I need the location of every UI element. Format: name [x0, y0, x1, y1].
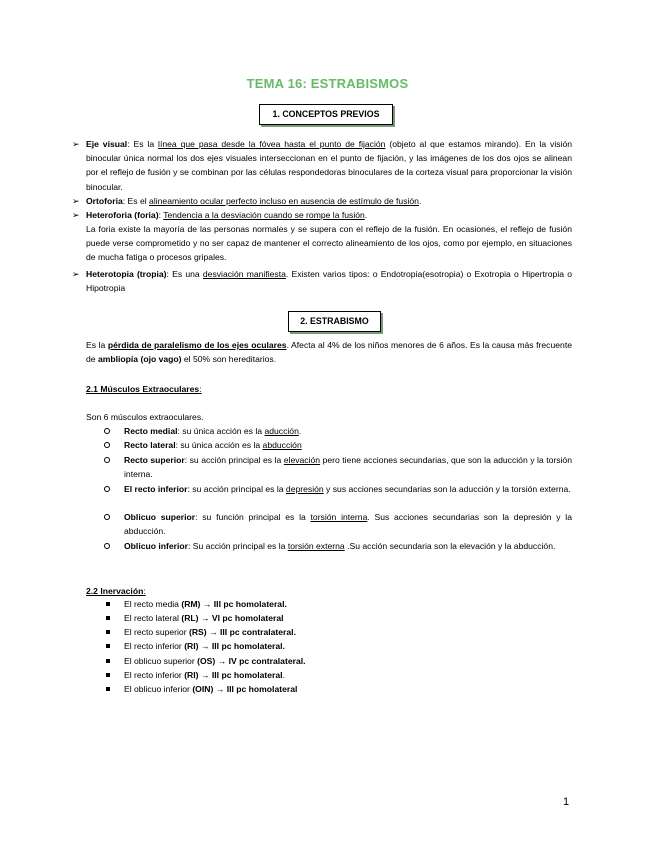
circle-bullet-icon — [104, 514, 110, 520]
term: Heterotopia (tropia) — [86, 269, 167, 279]
square-bullet-icon — [106, 673, 110, 677]
list-item: Recto medial: su única acción es la aducción. — [124, 424, 572, 438]
list-item: El recto inferior (RI) → III pc homolateral. — [124, 639, 285, 653]
muscle-term: Oblicuo superior — [124, 512, 196, 522]
arrow-right-icon: → — [198, 641, 212, 651]
square-bullet-icon — [106, 602, 110, 606]
arrow-bullet-icon: ➢ — [72, 139, 80, 149]
list-item: Oblicuo inferior: Su acción principal es la torsión externa .Su acción secundaria son la elevación y la abducción. — [124, 539, 572, 553]
square-bullet-icon — [106, 616, 110, 620]
nerve-label: VI pc homolateral — [211, 613, 284, 623]
nerve-label: III pc homolateral — [211, 670, 283, 680]
list-item: El oblicuo superior (OS) → IV pc contralateral. — [124, 654, 306, 668]
arrow-bullet-icon: ➢ — [72, 210, 80, 220]
term: Ortoforia — [86, 196, 123, 206]
arrow-right-icon: → — [215, 656, 229, 666]
term: Heteroforia (foria) — [86, 210, 159, 220]
list-item: El recto superior (RS) → III pc contralateral. — [124, 625, 296, 639]
heteroforia-paragraph: La foria existe la mayoría de las personas normales y se supera con el reflejo de la fusión. En ocasiones, el reflejo de fusión puede verse comprometido y no ser capaz de mantener el correcto alineamiento de los ojos, como por ejemplo, en situaciones de mucha fatiga o procesos gripales. — [86, 224, 572, 263]
muscle-abbr: (OS) — [197, 656, 216, 666]
term: Eje visual — [86, 139, 128, 149]
muscle-abbr: (OIN) — [192, 684, 214, 694]
muscle-abbr: (RS) — [188, 627, 207, 637]
arrow-right-icon: → — [213, 684, 227, 694]
square-bullet-icon — [106, 687, 110, 691]
arrow-right-icon: → — [206, 627, 221, 637]
musculos-lead: Son 6 músculos extraoculares. — [86, 412, 204, 422]
list-item: El recto lateral (RL) → VI pc homolateral — [124, 611, 284, 625]
page-number: 1 — [563, 796, 570, 808]
nerve-label: III pc homolateral. — [211, 641, 285, 651]
bullet-heteroforia: ➢ Heteroforia (foria): Tendencia a la desviación cuando se rompe la fusión. — [86, 208, 572, 222]
circle-bullet-icon — [104, 457, 110, 463]
page-title: TEMA 16: ESTRABISMOS — [246, 76, 409, 91]
list-item: Recto superior: su acción principal es la elevación pero tiene acciones secundarias, que son la aducción y la torsión interna. — [124, 453, 572, 481]
bullet-heterotopia: ➢ Heterotopia (tropia): Es una desviación manifiesta. Existen varios tipos: o Endotropia(esotropia) o Exotropia o Hipertropia o Hipotropia — [72, 269, 573, 294]
square-bullet-icon — [106, 630, 110, 634]
subheading-inervacion: 2.2 Inervación: — [86, 586, 146, 596]
muscle-abbr: (RM) — [181, 599, 201, 609]
muscle-term: Recto lateral — [124, 440, 176, 450]
subheading-musculos: 2.1 Músculos Extraoculares: — [86, 384, 202, 394]
bullet-eje-visual: ➢ Eje visual: Es la línea que pasa desde la fóvea hasta el punto de fijación (objeto al que estamos mirando). En la visión binocular única normal los dos ejes visuales interseccionan en el punto de fijación, y las imágenes de los dos ojos se alinean por el reflejo de fusión y se combinan por las células respondedoras binoculares de la corteza visual para proporcionar la visión binocular. — [72, 139, 573, 192]
list-item: El recto inferior (RI) → III pc homolateral. — [124, 668, 285, 682]
arrow-right-icon: → — [198, 670, 212, 680]
nerve-label: IV pc contralateral. — [228, 656, 306, 666]
muscle-abbr: (RI) — [184, 670, 199, 680]
arrow-right-icon: → — [200, 599, 214, 609]
circle-bullet-icon — [104, 486, 110, 492]
list-item: Recto lateral: su única acción es la abducción — [124, 438, 572, 452]
list-item: El recto media (RM) → III pc homolateral. — [124, 597, 287, 611]
bullet-ortoforia: ➢ Ortoforia: Es el alineamiento ocular perfecto incluso en ausencia de estímulo de fusión. — [86, 194, 572, 208]
square-bullet-icon — [106, 659, 110, 663]
estrabismo-intro: Es la pérdida de paralelismo de los ejes oculares. Afecta al 4% de los niños menores de 6 años. Es la causa más frecuente de ambliopía (ojo vago) el 50% son hereditarios. — [86, 340, 572, 365]
nerve-label: III pc homolateral — [226, 684, 298, 694]
muscle-abbr: (RL) — [181, 613, 199, 623]
muscle-term: Recto superior — [124, 455, 185, 465]
list-item: El recto inferior: su acción principal es la depresión y sus acciones secundarias son la aducción y la torsión externa. — [124, 482, 572, 496]
section-heading-conceptos-previos: 1. CONCEPTOS PREVIOS — [259, 104, 393, 125]
arrow-right-icon: → — [198, 613, 212, 623]
circle-bullet-icon — [104, 428, 110, 434]
circle-bullet-icon — [104, 442, 110, 448]
list-item: Oblicuo superior: su función principal es la torsión interna. Sus acciones secundarias son la depresión y la abducción. — [124, 510, 572, 538]
section-heading-estrabismo: 2. ESTRABISMO — [288, 311, 381, 332]
list-item: El oblicuo inferior (OIN) → III pc homolateral — [124, 682, 297, 696]
muscle-term: Oblicuo inferior — [124, 541, 188, 551]
square-bullet-icon — [106, 644, 110, 648]
nerve-label: III pc contralateral. — [220, 627, 296, 637]
nerve-label: III pc homolateral. — [213, 599, 287, 609]
muscle-abbr: (RI) — [184, 641, 199, 651]
circle-bullet-icon — [104, 543, 110, 549]
arrow-bullet-icon: ➢ — [72, 269, 80, 279]
muscle-term: Recto medial — [124, 426, 178, 436]
arrow-bullet-icon: ➢ — [72, 196, 80, 206]
muscle-term: El recto inferior — [124, 484, 188, 494]
